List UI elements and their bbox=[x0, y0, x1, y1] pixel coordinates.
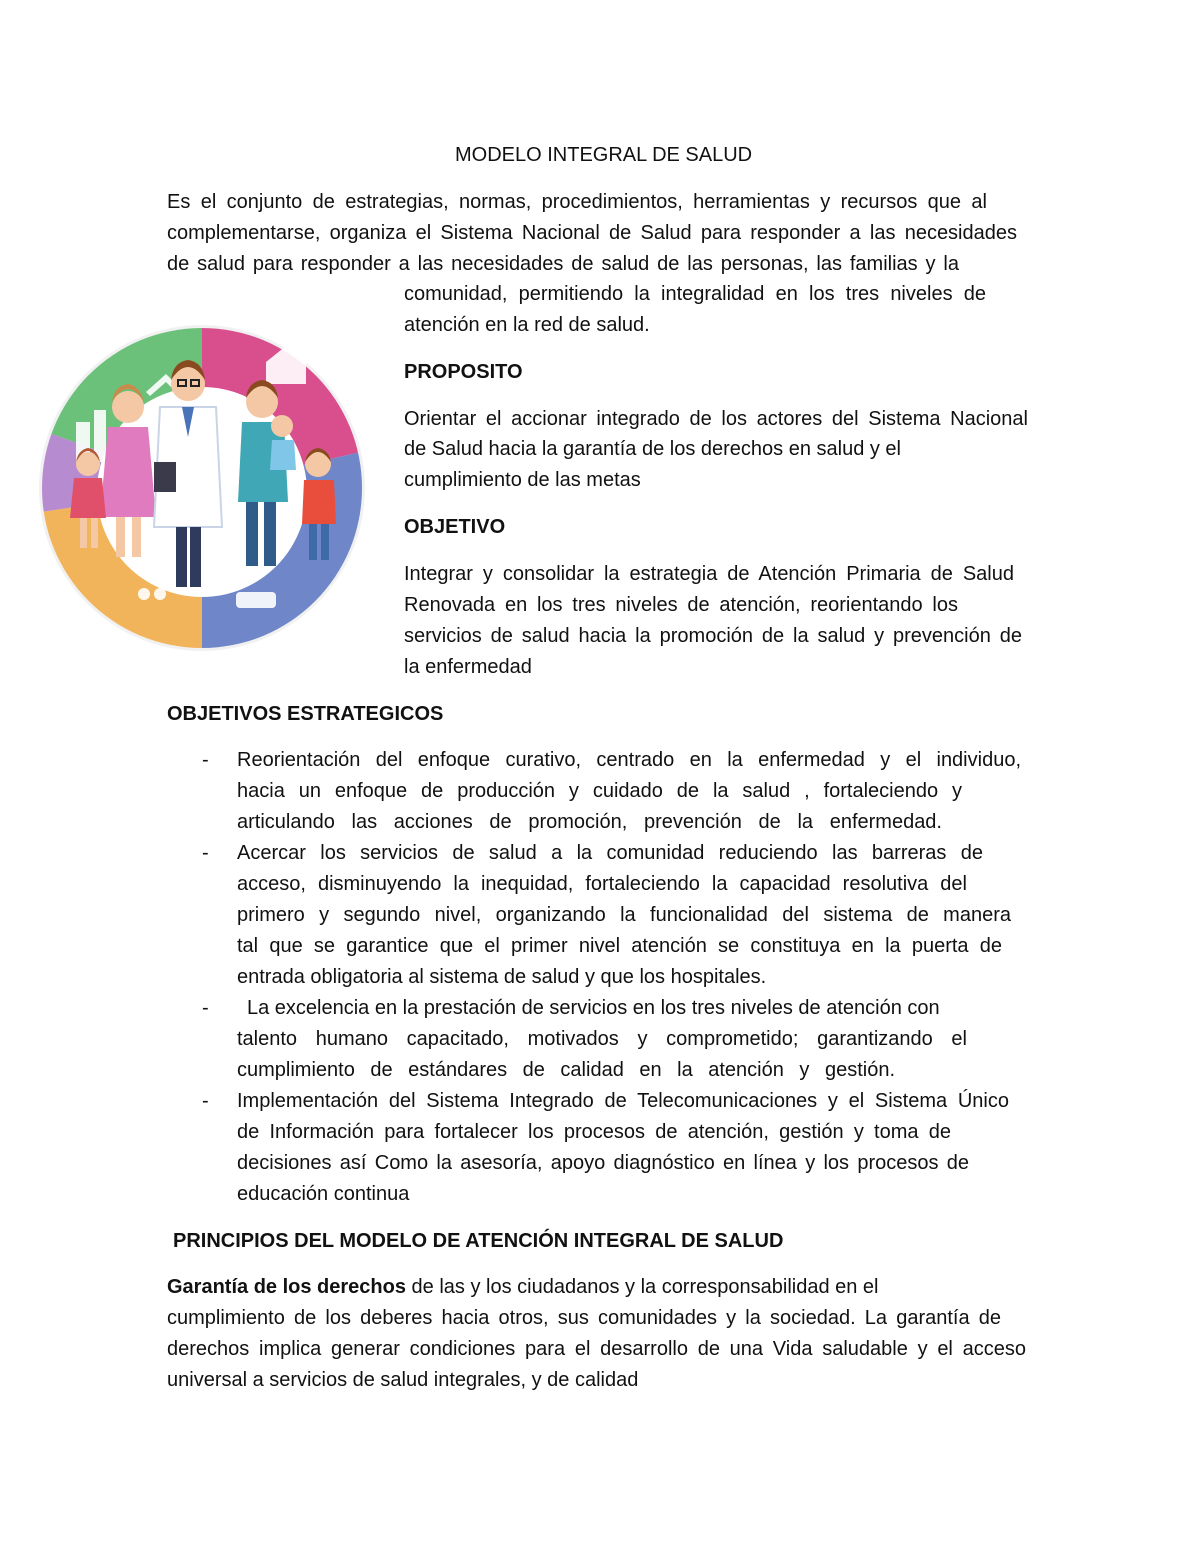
estrategico-3-line-3: cumplimiento de estándares de calidad en la atención y gestión. bbox=[237, 1059, 895, 1081]
intro-line-2: complementarse, organiza el Sistema Nacional de Salud para responder a las necesidades bbox=[167, 222, 1017, 244]
objetivo-line-1: Integrar y consolidar la estrategia de Atención Primaria de Salud bbox=[404, 563, 1014, 585]
principios-line-2: cumplimiento de los deberes hacia otros, sus comunidades y la sociedad. La garantía de bbox=[167, 1307, 1001, 1329]
intro-line-1: Es el conjunto de estrategias, normas, procedimientos, herramientas y recursos que al bbox=[167, 191, 987, 213]
estrategico-1-line-2: hacia un enfoque de producción y cuidado de la salud , fortaleciendo y bbox=[237, 780, 962, 802]
intro-line-3: de salud para responder a las necesidades de salud de las personas, las familias y la bbox=[167, 253, 959, 275]
estrategico-4-line-4: educación continua bbox=[237, 1183, 410, 1205]
intro-line-5: atención en la red de salud. bbox=[404, 314, 650, 336]
estrategico-2-line-5: entrada obligatoria al sistema de salud y que los hospitales. bbox=[237, 966, 767, 988]
estrategico-4-line-1: Implementación del Sistema Integrado de Telecomunicaciones y el Sistema Único bbox=[237, 1090, 1009, 1112]
proposito-line-2: de Salud hacia la garantía de los derechos en salud y el bbox=[404, 438, 902, 460]
family-doctor-circle-icon bbox=[36, 322, 368, 654]
principios-line-3: derechos implica generar condiciones para el desarrollo de una Vida saludable y el acceso bbox=[167, 1338, 1026, 1360]
proposito-line-3: cumplimiento de las metas bbox=[404, 469, 641, 491]
proposito-heading: PROPOSITO bbox=[404, 361, 523, 383]
estrategico-3-line-1: La excelencia en la prestación de servicios en los tres niveles de atención con bbox=[247, 997, 940, 1019]
estrategico-2-line-4: tal que se garantice que el primer nivel atención se constituya en la puerta de bbox=[237, 935, 1002, 957]
estrategico-2-line-2: acceso, disminuyendo la inequidad, fortaleciendo la capacidad resolutiva del bbox=[237, 873, 967, 895]
intro-line-4: comunidad, permitiendo la integralidad en los tres niveles de bbox=[404, 283, 986, 305]
principios-line-1-rest: de las y los ciudadanos y la corresponsabilidad en el bbox=[405, 1276, 879, 1298]
estrategico-2-line-1: Acercar los servicios de salud a la comunidad reduciendo las barreras de bbox=[237, 842, 983, 864]
objetivo-line-4: la enfermedad bbox=[404, 656, 532, 678]
objetivo-line-3: servicios de salud hacia la promoción de la salud y prevención de bbox=[404, 625, 1022, 647]
principios-bold-lead: Garantía de los derechos bbox=[167, 1276, 406, 1298]
bullet-dash: - bbox=[202, 749, 209, 771]
estrategico-3-line-2: talento humano capacitado, motivados y comprometido; garantizando el bbox=[237, 1028, 967, 1050]
estrategicos-heading: OBJETIVOS ESTRATEGICOS bbox=[167, 703, 444, 725]
objetivo-heading: OBJETIVO bbox=[404, 516, 506, 538]
principios-heading: PRINCIPIOS DEL MODELO DE ATENCIÓN INTEGRAL DE SALUD bbox=[173, 1230, 784, 1252]
principios-line-4: universal a servicios de salud integrales, y de calidad bbox=[167, 1369, 639, 1391]
estrategico-2-line-3: primero y segundo nivel, organizando la funcionalidad del sistema de manera bbox=[237, 904, 1011, 926]
bullet-dash: - bbox=[202, 842, 209, 864]
bullet-dash: - bbox=[202, 1090, 209, 1112]
estrategico-1-line-1: Reorientación del enfoque curativo, centrado en la enfermedad y el individuo, bbox=[237, 749, 1021, 771]
bullet-dash: - bbox=[202, 997, 209, 1019]
proposito-line-1: Orientar el accionar integrado de los actores del Sistema Nacional bbox=[404, 408, 1028, 430]
principios-line-1 bbox=[167, 1277, 879, 1297]
estrategico-4-line-3: decisiones así Como la asesoría, apoyo diagnóstico en línea y los procesos de bbox=[237, 1152, 969, 1174]
estrategico-1-line-3: articulando las acciones de promoción, prevención de la enfermedad. bbox=[237, 811, 942, 833]
health-model-illustration bbox=[36, 322, 368, 654]
objetivo-line-2: Renovada en los tres niveles de atención, reorientando los bbox=[404, 594, 958, 616]
estrategico-4-line-2: de Información para fortalecer los procesos de atención, gestión y toma de bbox=[237, 1121, 951, 1143]
page-title: MODELO INTEGRAL DE SALUD bbox=[455, 144, 753, 166]
